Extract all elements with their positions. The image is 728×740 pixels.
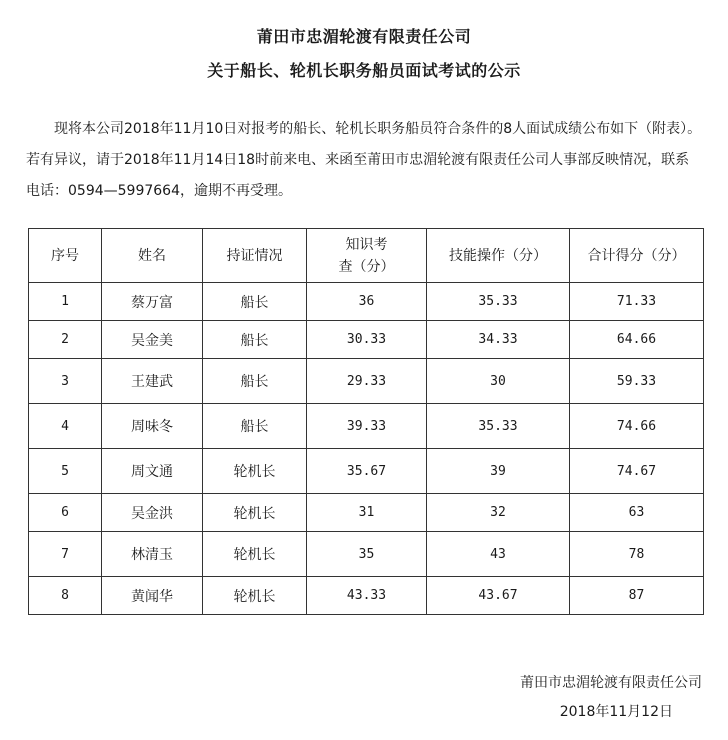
cell-skill: 43 bbox=[427, 532, 570, 577]
cell-total: 87 bbox=[570, 577, 704, 615]
header-knowledge bbox=[307, 229, 427, 283]
cell-knowledge: 30.33 bbox=[307, 321, 427, 359]
header-cert: 持证情况 bbox=[203, 229, 307, 283]
cell-no: 4 bbox=[29, 404, 102, 449]
cell-knowledge: 39.33 bbox=[307, 404, 427, 449]
header-skill: 技能操作（分） bbox=[427, 229, 570, 283]
table-row bbox=[29, 359, 704, 404]
cell-knowledge: 35 bbox=[307, 532, 427, 577]
cell-cert: 轮机长 bbox=[203, 577, 307, 615]
cell-no: 6 bbox=[29, 494, 102, 532]
header-name: 姓名 bbox=[102, 229, 203, 283]
table-row bbox=[29, 321, 704, 359]
cell-skill: 35.33 bbox=[427, 404, 570, 449]
cell-knowledge: 31 bbox=[307, 494, 427, 532]
table-header-row bbox=[29, 229, 704, 283]
cell-knowledge: 35.67 bbox=[307, 449, 427, 494]
cell-total: 74.66 bbox=[570, 404, 704, 449]
cell-cert: 船长 bbox=[203, 283, 307, 321]
cell-name: 周味冬 bbox=[102, 404, 203, 449]
cell-name: 周文通 bbox=[102, 449, 203, 494]
cell-skill: 39 bbox=[427, 449, 570, 494]
table-row bbox=[29, 494, 704, 532]
cell-skill: 30 bbox=[427, 359, 570, 404]
table-row bbox=[29, 449, 704, 494]
table-row bbox=[29, 404, 704, 449]
cell-no: 1 bbox=[29, 283, 102, 321]
notice-title: 关于船长、轮机长职务船员面试考试的公示 bbox=[207, 61, 521, 80]
cell-cert: 船长 bbox=[203, 359, 307, 404]
cell-total: 78 bbox=[570, 532, 704, 577]
cell-skill: 34.33 bbox=[427, 321, 570, 359]
company-title: 莆田市忠湄轮渡有限责任公司 bbox=[256, 27, 472, 46]
cell-cert: 船长 bbox=[203, 404, 307, 449]
cell-no: 7 bbox=[29, 532, 102, 577]
cell-no: 3 bbox=[29, 359, 102, 404]
cell-knowledge: 43.33 bbox=[307, 577, 427, 615]
table-row bbox=[29, 532, 704, 577]
cell-total: 74.67 bbox=[570, 449, 704, 494]
scores-table bbox=[28, 228, 704, 615]
cell-name: 吴金美 bbox=[102, 321, 203, 359]
header-knowledge-line2: 查（分） bbox=[338, 258, 395, 275]
cell-total: 71.33 bbox=[570, 283, 704, 321]
cell-no: 2 bbox=[29, 321, 102, 359]
signature-company: 莆田市忠湄轮渡有限责任公司 bbox=[520, 675, 702, 691]
table-row bbox=[29, 577, 704, 615]
notice-paragraph bbox=[26, 114, 702, 207]
cell-cert: 轮机长 bbox=[203, 532, 307, 577]
signature-date: 2018年11月12日 bbox=[559, 704, 673, 720]
table-row bbox=[29, 283, 704, 321]
cell-name: 林清玉 bbox=[102, 532, 203, 577]
cell-no: 5 bbox=[29, 449, 102, 494]
cell-skill: 32 bbox=[427, 494, 570, 532]
header-knowledge-line1: 知识考 bbox=[345, 236, 388, 253]
cell-name: 黄闻华 bbox=[102, 577, 203, 615]
cell-cert: 轮机长 bbox=[203, 449, 307, 494]
header-no: 序号 bbox=[29, 229, 102, 283]
header-total: 合计得分（分） bbox=[570, 229, 704, 283]
cell-knowledge: 36 bbox=[307, 283, 427, 321]
cell-name: 吴金洪 bbox=[102, 494, 203, 532]
cell-skill: 43.67 bbox=[427, 577, 570, 615]
cell-cert: 船长 bbox=[203, 321, 307, 359]
cell-skill: 35.33 bbox=[427, 283, 570, 321]
cell-name: 王建武 bbox=[102, 359, 203, 404]
cell-cert: 轮机长 bbox=[203, 494, 307, 532]
cell-knowledge: 29.33 bbox=[307, 359, 427, 404]
cell-no: 8 bbox=[29, 577, 102, 615]
cell-name: 蔡万富 bbox=[102, 283, 203, 321]
cell-total: 59.33 bbox=[570, 359, 704, 404]
cell-total: 64.66 bbox=[570, 321, 704, 359]
notice-paragraph-text: 现将本公司2018年11月10日对报考的船长、轮机长职务船员符合条件的8人面试成绩公布如下（附表）。若有异议，请于2018年11月14日18时前来电、来函至莆田市忠湄轮渡有限责任公司人事部反映情况，联系电话：0594—5997664，逾期不再受理。 bbox=[26, 121, 702, 199]
cell-total: 63 bbox=[570, 494, 704, 532]
